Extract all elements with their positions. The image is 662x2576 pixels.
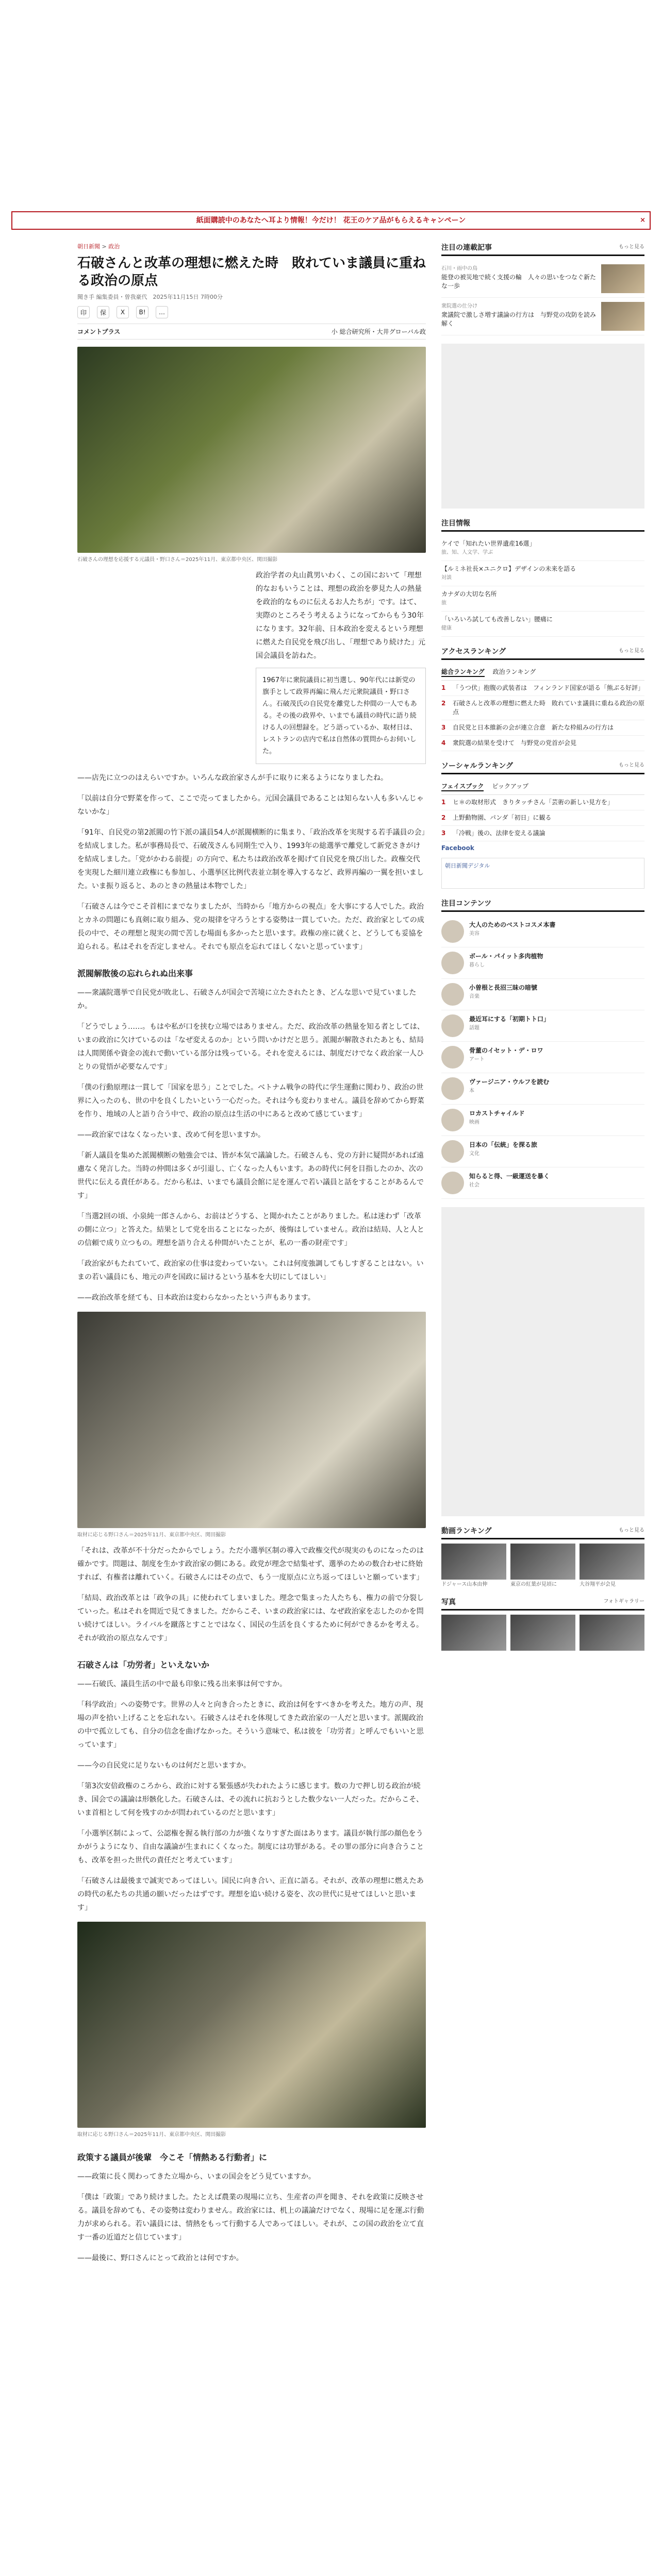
video-thumbs [441, 1544, 644, 1580]
paragraph: 「新人議員を集めた派閥横断の勉強会では、皆が本気で議論した。石破さんも、党の方針に疑問があれば遠慮なく発言した。当時の仲間は多くが引退し、亡くなった人もいます。あの時代に何を目指したのか、次の世代に伝える責任がある。だから私は、いまでも議員会館に足を運んで若い議員と話をすることがあるんです」 [77, 1151, 424, 1200]
access-tabs [441, 664, 644, 681]
bookmark-icon[interactable]: 保 [97, 306, 109, 318]
trending-text: 「いろいろ試しても改善しない」腰痛に [441, 616, 553, 623]
featured-label: 衆院選の仕分け [441, 303, 477, 309]
topic-title: ヴァージニア・ウルフを読む [469, 1078, 550, 1086]
featured-title: 注目の連載記事 [441, 244, 492, 252]
page-title: 石破さんと改革の理想に燃えた時 敗れていま議員に重ねる政治の原点 [77, 256, 426, 289]
paragraph: 「科学政治」への姿勢です。世界の人々と向き合ったときに、政治は何をすべきかを考えた。地方の声、現場の声を拾い上げることを忘れない。石破さんはそれを体現してきた政治家の一人だと思います。派閥政治の中で孤立しても、自分の信念を曲げなかった。そういう意味で、私は彼を「功労者」と呼んでもいいと思っています」 [77, 1701, 424, 1749]
list-item[interactable] [441, 1042, 644, 1073]
social-tabs [441, 778, 644, 795]
photo-thumbs [441, 1615, 644, 1651]
trending-text: 【ルミネ社長×ユニクロ】デザインの未来を語る [441, 565, 576, 572]
topic-desc: 社会 [469, 1182, 479, 1188]
share-toolbar [77, 306, 426, 318]
article-photo-2[interactable] [77, 1312, 426, 1528]
paragraph: 「91年、自民党の第2派閥の竹下派の議員54人が派閥横断的に集まり、「政治改革を実現する若手議員の会」を結成しました。私が事務局長で、石破茂さんも同期生で入り、1993年の総選挙で離党して新党さきがけを結成しました。「党がかわる前提」の方向で、私たちは政治改革を掲げて自民党を飛び出した。政権交代を実現した細川連立政権にも参加し、小選挙区比例代表並立制を導入するなど、政界再編の一翼を担いました。いま振り返ると、あのときの熱量は本物でした」 [77, 828, 425, 890]
photo-caption-3: 取材に応じる野口さん＝2025年11月、東京都中央区、関田撮影 [77, 2132, 226, 2138]
photo-thumb[interactable] [580, 1615, 644, 1651]
topic-thumb [441, 1014, 464, 1037]
article-photo-3[interactable] [77, 1922, 426, 2128]
paragraph: ——石破氏、議員生活の中で最も印象に残る出来事は何ですか。 [77, 1680, 287, 1688]
trending-item[interactable] [441, 536, 644, 561]
featured-thumb [601, 264, 644, 293]
access-more-link[interactable]: もっと見る [619, 648, 644, 654]
more-icon[interactable]: … [156, 306, 168, 318]
list-item[interactable]: 3 自民党と日本維新の会が連立合意 新たな枠組みの行方は [441, 720, 644, 736]
featured-item[interactable] [441, 298, 644, 335]
comment-plus-bar[interactable] [77, 324, 426, 340]
topic-thumb [441, 1172, 464, 1194]
topic-title: 最近耳にする「初期トト口」 [469, 1015, 550, 1023]
topic-thumb [441, 1046, 464, 1069]
photo-more-link[interactable]: フォトギャラリー [603, 1599, 644, 1604]
sidebar [441, 242, 644, 1651]
topic-thumb [441, 920, 464, 943]
trending-text: カナダの大切な名所 [441, 590, 497, 598]
list-item[interactable] [441, 979, 644, 1010]
video-thumb[interactable] [510, 1544, 575, 1580]
video-captions [441, 1580, 644, 1587]
list-item[interactable] [441, 1073, 644, 1105]
facebook-embed[interactable]: 朝日新聞デジタル [441, 858, 644, 889]
list-item[interactable] [441, 947, 644, 979]
tab-pickup[interactable]: ピックアップ [492, 783, 529, 790]
paragraph: 「第3次安倍政権のころから、政治に対する緊張感が失われたように感じます。数の力で押し切る政治が続き、国会での議論は形骸化した。石破さんは、その流れに抗おうとした数少ない一人だった。だからこそ、いま首相として何を残すのかが問われているのだと思います」 [77, 1782, 424, 1817]
topic-title: 小曽根と長沼三昧の暗號 [469, 984, 538, 991]
hatena-icon[interactable]: B! [136, 306, 148, 318]
topic-thumb [441, 983, 464, 1006]
paragraph: 「小選挙区制によって、公認権を握る執行部の力が強くなりすぎた面はあります。議員が執行部の顔色をうかがうようになり、自由な議論が生まれにくくなった。制度には功罪がある。その罪の部分に向き合うことも、改革を担った世代の責任だと考えています」 [77, 1829, 424, 1865]
trending-meta: 健康 [441, 625, 452, 631]
access-heading [441, 646, 644, 660]
topic-desc: 本 [469, 1088, 474, 1094]
photo-thumb[interactable] [441, 1615, 506, 1651]
list-item[interactable]: 3 「冷戦」後の、法律を変える議論 [441, 826, 644, 841]
video-more-link[interactable]: もっと見る [619, 1528, 644, 1533]
trending-item[interactable] [441, 612, 644, 637]
topic-thumb [441, 952, 464, 974]
paragraph: ——衆議院選挙で自民党が敗北し、石破さんが国会で苦境に立たされたとき、どんな思いで見ていましたか。 [77, 989, 417, 1010]
list-item[interactable]: 4 衆院選の結果を受けて 与野党の党首が会見 [441, 736, 644, 751]
paragraph: ——今の自民党に足りないものは何だと思いますか。 [77, 1761, 251, 1770]
campaign-banner-text: 紙面購読中のあなたへ耳より情報！今だけ！ 花王のケア品がもらえるキャンペーン [196, 216, 466, 225]
facebook-icon[interactable]: Facebook [441, 844, 474, 852]
tab-overall[interactable]: 総合ランキング [441, 667, 485, 677]
topic-title: 骨董のイセット・デ・ロワ [469, 1047, 543, 1054]
photo-title: 写真 [441, 1598, 456, 1606]
paragraph: 「僕は「政策」であり続けました。たとえば農業の現場に立ち、生産者の声を聞き、それを政策に反映させる。議員を辞めても、その姿勢は変わりません。政治家には、机上の議論だけでなく、現場に足を運ぶ行動力が求められる。若い議員には、情熱をもって行動する人であってほしい。それが、この国の政治を立て直す一番の近道だと信じています」 [77, 2193, 424, 2242]
paragraph: ——政治改革を経ても、日本政治は変わらなかったという声もあります。 [77, 1294, 315, 1302]
paragraph: 「当選2回の頃、小泉純一郎さんから、お前はどうする、と聞かれたことがありました。私は迷わず「改革の側に立つ」と答えた。結果として党を出ることになったが、後悔はしていません。政治は結局、人と人との信頼で成り立つもの。理想を語り合える仲間がいたことが、私の一番の財産です」 [77, 1212, 424, 1247]
paragraph: 「結局、政治改革とは「政争の具」に使われてしまいました。理念で集まった人たちも、権力の前で分裂していった。私はそれを間近で見てきました。だからこそ、いまの政治家には、なぜ政治家を志したのかを問い続けてほしい。ライバルを蹴落とすことではなく、国民の生活を良くするために何ができるかを考える。それが政治の原点なんです」 [77, 1594, 424, 1642]
trending-text: ケイで「知れたい世界遺産16選」 [441, 540, 536, 547]
photo-heading [441, 1597, 644, 1611]
rank-text: 「冷戦」後の、法律を変える議論 [453, 829, 545, 837]
list-item[interactable] [441, 1136, 644, 1167]
comment-plus-label: コメントプラス [77, 328, 121, 335]
paragraph: 「石破さんは今でこそ首相にまでなりましたが、当時から「地方からの視点」を大事にする人でした。政治とカネの問題にも真剣に取り組み、党の規律を守ろうとする姿勢は一貫していた。ただ、政治家としての成長の中で、その理想と現実の間で苦しむ場面も多かったと思います。政権の座に就くと、どうしても妥協を迫られる。私はそれを否定しません。それでも原点を忘れてほしくないと思っています」 [77, 903, 424, 951]
list-item[interactable]: 1 ヒ＊の取材形式 きりタッチさん「芸術の新しい見方を」 [441, 795, 644, 810]
photo-caption-2: 取材に応じる野口さん＝2025年11月、東京都中央区、関田撮影 [77, 1532, 226, 1538]
video-caption[interactable]: 大谷翔平が会見 [580, 1582, 616, 1587]
video-title: 動画ランキング [441, 1527, 492, 1535]
profile-box: 1967年に衆院議員に初当選し、90年代には新党の旗手として政界再編に飛んだ元衆院議員・野口さん。石破茂氏の自民党を離党した仲間の一人でもある。その後の政界や、いまでも議員の時代に語り続ける人の回想録を。どう語っているか、取材日は、レストランの店内で私は自然体の質問からお伺いした。 [256, 668, 426, 764]
topic-desc: 美容 [469, 931, 479, 937]
paragraph: 「それは、改革が不十分だったからでしょう。ただ小選挙区制の導入で政権交代が現実のものになったのは確かです。問題は、制度を生かす政治家の側にある。政党が理念で結集せず、選挙のための数合わせに終始すれば、有権者は離れていく。石破さんにはその点で、もう一度原点に立ち返ってほしいと願っています」 [77, 1547, 424, 1582]
rank-text: 「うつ伏」抱腹の武装者は フィンランド国家が語る「熊ぶる好評」 [453, 684, 644, 691]
topic-desc: 映画 [469, 1120, 479, 1125]
tab-politics[interactable]: 政治ランキング [492, 668, 536, 675]
ad-slot[interactable] [441, 344, 644, 509]
paragraph: 「僕の行動原理は一貫して「国家を思う」ことでした。ベトナム戦争の時代に学生運動に関わり、政治の世界に入ったのも、世の中を良くしたいという一心だった。それは今も変わりません。議員を辞めてから野菜を作り、地域の人と語り合う中で、政治の原点は生活の中にあると改めて感じています」 [77, 1083, 424, 1118]
breadcrumb-sub[interactable]: 政治 [108, 243, 120, 250]
article-main [77, 242, 426, 2272]
featured-text: 能登の被災地で続く支援の輪 人々の思いをつなぐ新たな一歩 [441, 274, 597, 290]
byline: 聞き手 編集委員・曽我豪代 2025年11月15日 7時00分 [77, 294, 223, 300]
list-item[interactable] [441, 1105, 644, 1136]
topic-thumb [441, 1140, 464, 1163]
trending-title: 注目情報 [441, 519, 470, 528]
topic-desc: 暮らし [469, 962, 485, 968]
list-item[interactable]: 2 上野動物園、パンダ「初日」に観る [441, 810, 644, 826]
section-heading: 派閥解散後の忘れられぬ出来事 [77, 969, 193, 978]
social-more-link[interactable]: もっと見る [619, 762, 644, 768]
video-caption[interactable]: ドジャース山本由伸 [441, 1582, 488, 1587]
featured-item[interactable] [441, 260, 644, 298]
paragraph: 「石破さんは最後まで誠実であってほしい。国民に向き合い、正直に語る。それが、改革の理想に燃えたあの時代の私たちの共通の願いだったはずです。理想を追い続ける姿を、次の世代に見せてほしいと思います」 [77, 1877, 424, 1912]
list-item[interactable]: 2 石破さんと改革の理想に燃えた時 敗れていま議員に重ねる政治の原点 [441, 696, 644, 720]
rank-text: 衆院選の結果を受けて 与野党の党首が会見 [453, 739, 577, 747]
article-photo-1[interactable] [77, 347, 426, 553]
paragraph: ——最後に、野口さんにとって政治とは何ですか。 [77, 2254, 243, 2262]
rank-text: 石破さんと改革の理想に燃えた時 敗れていま議員に重ねる政治の原点 [453, 700, 645, 716]
featured-text: 衆議院で激しさ増す議論の行方は 与野党の攻防を読み解く [441, 311, 597, 327]
trending-item[interactable] [441, 561, 644, 586]
topic-thumb [441, 1109, 464, 1131]
topics-title: 注目コンテンツ [441, 900, 492, 908]
paragraph: ——政策に長く関わってきた立場から、いまの国会をどう見ていますか。 [77, 2173, 316, 2181]
topic-thumb [441, 1077, 464, 1100]
paragraph: ——政治家ではなくなったいま、改めて何を思いますか。 [77, 1131, 265, 1139]
video-caption[interactable]: 東京の紅葉が見頃に [510, 1582, 557, 1587]
topic-title: ボール・パイット多肉植物 [469, 953, 543, 960]
photo-caption-1: 石破さんの理想を応援する元議員・野口さん＝2025年11月、東京都中央区、関田撮影 [77, 557, 278, 563]
video-thumb[interactable] [580, 1544, 644, 1580]
topic-title: 大人のためのベストコスメ本書 [469, 921, 556, 928]
top-blank-area [0, 0, 662, 185]
trending-item[interactable] [441, 586, 644, 612]
paragraph: 「以前は自分で野菜を作って、ここで売ってましたから。元国会議員であることは知らない人も多いんじゃないかな」 [77, 794, 424, 816]
comment-plus-author: 小 総合研究所・大井グローバル政 [331, 328, 426, 335]
topic-desc: 音楽 [469, 994, 479, 999]
trending-meta: 旅 [441, 600, 446, 606]
list-item[interactable] [441, 1010, 644, 1042]
paragraph: 「どうでしょう……。もはや私が口を挟む立場ではありません。ただ、政治改革の熱量を知る者としては、いまの政治に欠けているのは「なぜ変えるのか」という問いかけだと思う。派閥が解散されたあとも、結局は人間関係や資金の流れで動いている部分は残っている。それを変えるには、制度だけでなく政治家一人ひとりの覚悟が必要なんです」 [77, 1023, 424, 1071]
topic-title: 知らると得、一級運送を暴く [469, 1173, 550, 1180]
section-heading: 政策する議員が後輩 今こそ「情熱ある行動者」に [77, 2153, 268, 2162]
paragraph: ——店先に立つのはえらいですか。いろんな政治家さんが手に取りに来るようになりましたね。 [77, 774, 388, 782]
close-icon[interactable]: × [640, 216, 646, 224]
trending-meta: 対談 [441, 575, 452, 581]
campaign-banner[interactable] [11, 211, 651, 230]
facebook-row [441, 841, 644, 855]
breadcrumb: 朝日新聞 > 政治 [77, 243, 120, 250]
trending-meta: 旅、知、人文学、学ぶ [441, 550, 493, 555]
section-heading: 石破さんは「功労者」といえないか [77, 1660, 210, 1670]
tab-facebook[interactable]: フェイスブック [441, 782, 484, 791]
topics-heading [441, 898, 644, 912]
social-title: ソーシャルランキング [441, 762, 514, 770]
intro-text: 政治学者の丸山眞男いわく、この国において「理想的なおもいうことは、理想の政治を夢見た人の熱量を政治的なものに伝えるお人たちが」です。はて、実際のところそう考えるようになってからもう30年になります。32年前、日本政治を変えるという理想に燃えた自民党を飛び出し、「理想であり続けた」元国会議員を訪ねた。 [256, 571, 425, 660]
rank-text: 自民党と日本維新の会が連立合意 新たな枠組みの行方は [453, 724, 614, 731]
social-heading [441, 760, 644, 774]
access-title: アクセスランキング [441, 648, 506, 656]
topic-desc: 話題 [469, 1025, 479, 1031]
list-item[interactable] [441, 916, 644, 947]
ad-slot[interactable] [441, 1207, 644, 1516]
featured-more-link[interactable]: もっと見る [619, 244, 644, 250]
list-item[interactable]: 1 「うつ伏」抱腹の武装者は フィンランド国家が語る「熊ぶる好評」 [441, 681, 644, 696]
featured-label: 石川・雨中の鳥 [441, 266, 477, 272]
featured-heading [441, 242, 644, 256]
list-item[interactable] [441, 1167, 644, 1199]
topic-desc: アート [469, 1057, 485, 1062]
topic-desc: 文化 [469, 1151, 479, 1157]
video-thumb[interactable] [441, 1544, 506, 1580]
x-share-icon[interactable]: X [117, 306, 129, 318]
print-icon[interactable]: 印 [77, 306, 90, 318]
photo-thumb[interactable] [510, 1615, 575, 1651]
rank-text: ヒ＊の取材形式 きりタッチさん「芸術の新しい見方を」 [453, 799, 614, 806]
paragraph: 「政治家がもたれていて、政治家の仕事は変わっていない。これは何度強調してもしすぎることはない。いまの若い議員にも、地元の声を国政に届けるという基本を大切にしてほしい」 [77, 1260, 424, 1281]
breadcrumb-main[interactable]: 朝日新聞 [77, 243, 100, 250]
topic-title: 日本の「伝統」を探る旅 [469, 1141, 538, 1148]
topic-title: ロカストチャイルド [469, 1110, 525, 1117]
trending-heading [441, 518, 644, 532]
featured-thumb [601, 302, 644, 331]
video-heading [441, 1526, 644, 1539]
rank-text: 上野動物園、パンダ「初日」に観る [453, 814, 552, 821]
